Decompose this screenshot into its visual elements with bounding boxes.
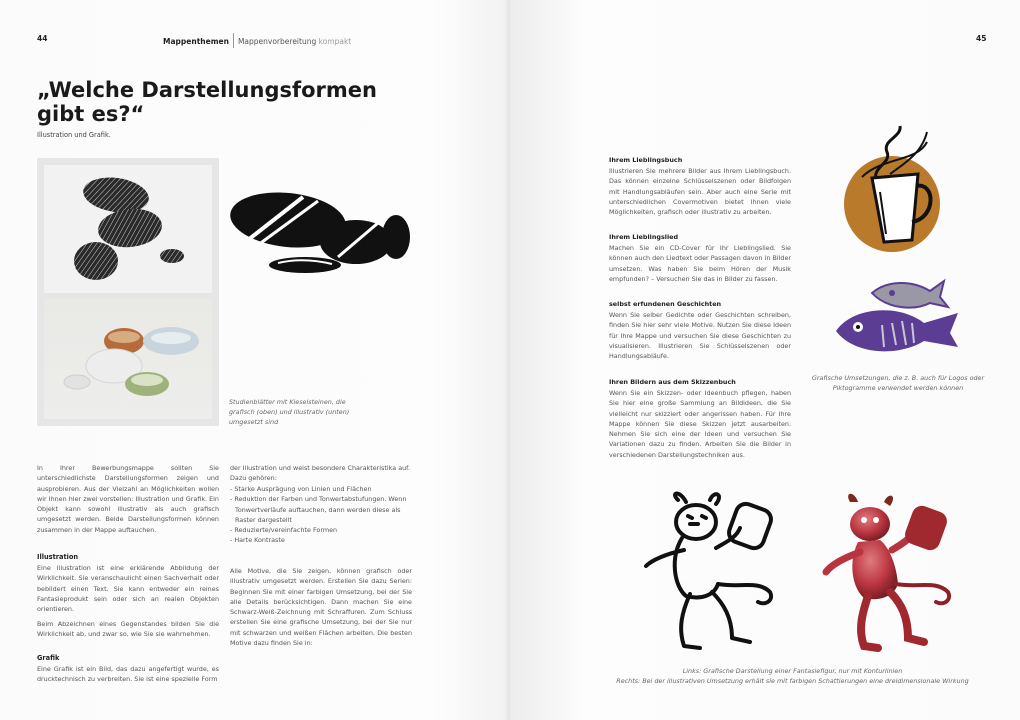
list-item: - Starke Ausprägung von Linien und Flächen	[230, 485, 372, 493]
page-subtitle: Illustration und Grafik.	[37, 131, 111, 139]
section-text-stories: Wenn Sie selber Gedichte oder Geschichten schreiben, finden Sie hier sehr viele Motive. Nutzen Sie diese Ideen für Ihre Mappe und versuchen Sie diese Geschichten zu visualisieren. Illustrieren Sie Schlüsselszenen oder Handlungsabläufe.	[609, 311, 791, 361]
icons-caption-line-1: Grafische Umsetzungen, die z. B. auch für Logos oder	[811, 374, 985, 382]
devil-line-drawing	[640, 488, 790, 658]
list-item: Tonwertverläufe auftauchen, dann werden diese als	[235, 505, 401, 514]
list-item: - Harte Kontraste	[230, 536, 285, 545]
illustrative-pebbles-drawing	[44, 298, 212, 419]
section-heading-stories: selbst erfundenen Geschichten	[609, 300, 722, 308]
devil-color-illustration	[818, 488, 968, 658]
characteristics-list	[230, 484, 410, 546]
title-line-1: „Welche Darstellungsformen	[37, 78, 377, 102]
pebble-photo-frame	[37, 158, 219, 426]
fish-icon	[832, 275, 962, 360]
pebble-caption-line-1: Studienblätter mit Kieselsteinen, die	[229, 398, 346, 406]
abzeichnen-paragraph: Beim Abzeichnen eines Gegenstandes bilden Sie die Wirklichkeit ab, und zwar so, wie Sie sie wahrnehmen.	[37, 620, 219, 639]
pebble-illustration	[44, 298, 212, 419]
page-number-right: 45	[976, 34, 987, 43]
pebble-caption-line-3: umgesetzt sind	[229, 418, 279, 426]
section-heading-sketchbook: Ihren Bildern aus dem Skizzenbuch	[609, 378, 736, 386]
pebble-caption-line-2: grafisch (oben) und illustrativ (unten)	[229, 408, 350, 416]
section-label: Mappenvorbereitung	[237, 37, 317, 46]
motifs-paragraph: Alle Motive, die Sie zeigen, können grafisch oder illustrativ umgesetzt werden. Erstellen Sie dazu Serien: Beginnen Sie mit einer farbigen Umsetzung, bei der Sie alle Details berücksichtigen. Dann machen Sie eine Schwarz-Weiß-Zeichnung mit Schraffuren. Zum Schluss erstellen Sie eine grafische Umsetzung, bei der Sie nur mit schwarzen und weißen Flächen arbeiten. Die besten Motive dazu finden Sie in:	[230, 567, 412, 648]
section-heading-song: Ihrem Lieblingslied	[609, 233, 679, 241]
grafik-heading: Grafik	[37, 654, 60, 662]
intro-paragraph: In Ihrer Bewerbungsmappe sollten Sie unterschiedlichste Darstellungsformen zeigen und ausprobieren. Aus der Vielzahl an Möglichkeiten wollen wir Ihnen hier zwei vorstellen: Illustration und Grafik. Ein Objekt kann sowohl illustrativ als auch grafisch umgesetzt werden. Beide Darstellungsformen können zusammen in der Mappe auftauchen.	[37, 464, 219, 534]
pebble-sketch-graphic	[44, 165, 212, 293]
section-heading-book: Ihrem Lieblingsbuch	[609, 156, 683, 164]
running-head-divider	[233, 33, 234, 48]
coffee-cup-icon	[832, 122, 952, 254]
grafik-paragraph: Eine Grafik ist ein Bild, das dazu angefertigt wurde, es drucktechnisch zu verbreiten. Sie ist eine spezielle Form	[37, 665, 219, 684]
pebble-caption	[229, 397, 389, 427]
black-pebbles-graphic	[228, 185, 413, 280]
characteristics-intro: der Illustration und weist besondere Charakteristika auf. Dazu gehören:	[230, 464, 410, 483]
devil-caption-line-2: Rechts: Bei der illustrativen Umsetzung erhält sie mit farbigen Schattierungen eine dreidimensionale Wirkung	[616, 677, 969, 685]
page-title	[37, 78, 377, 126]
section-text-sketchbook: Wenn Sie ein Skizzen- oder Ideenbuch pflegen, haben Sie hier eine große Sammlung an Bildideen, die Sie vielleicht nur skizziert oder angerissen haben. Für Ihre Mappe können Sie diese Skizzen jetzt ausarbeiten. Nehmen Sie sich eine der Ideen und versuchen Sie Variationen dazu zu finden. Arbeiten Sie die Bilder in verschiedenen Darstellungstechniken aus.	[609, 389, 791, 459]
devil-caption-line-1: Links: Grafische Darstellung einer Fantasiefigur, nur mit Konturlinien	[682, 667, 903, 675]
title-line-2: gibt es?“	[37, 102, 145, 126]
illustration-heading: Illustration	[37, 553, 79, 561]
icons-caption-line-2: Piktogramme verwendet werden können	[832, 384, 964, 392]
icons-caption	[803, 373, 993, 393]
section-text-song: Machen Sie ein CD-Cover für Ihr Lieblingslied. Sie können auch den Liedtext oder Passagen davon in Bilder umsetzen. Was haben Sie beim Hören der Musik empfunden? – Versuchen Sie das in Bilder zu fassen.	[609, 244, 791, 283]
section-text-book: Illustrieren Sie mehrere Bilder aus Ihrem Lieblingsbuch. Das können einzelne Schlüsselszenen oder Bildfolgen mit Handlungsabläufen sein. Aber auch eine Serie mit unterschiedlichen Covermotiven bietet Ihnen viele Möglichkeiten, grafisch oder illustrativ zu arbeiten.	[609, 167, 791, 217]
list-item: - Reduzierte/vereinfachte Formen	[230, 526, 338, 535]
list-item: - Reduktion der Farben und Tonwertabstufungen. Wenn	[230, 495, 407, 504]
devil-caption	[600, 666, 985, 686]
list-item: Raster dargestellt	[235, 515, 292, 524]
graphic-pebbles-drawing	[44, 165, 212, 293]
section-suffix: kompakt	[318, 37, 352, 46]
running-head	[163, 33, 351, 48]
chapter-label: Mappenthemen	[163, 37, 229, 46]
page-number-left: 44	[37, 34, 48, 43]
illustration-paragraph: Eine Illustration ist eine erklärende Abbildung der Wirklichkeit. Sie veranschaulicht einen Sachverhalt oder bebildert einen Text. Sie kann entweder ein reines Fantasieprodukt sein oder sich an realen Objekten orientieren.	[37, 564, 219, 614]
